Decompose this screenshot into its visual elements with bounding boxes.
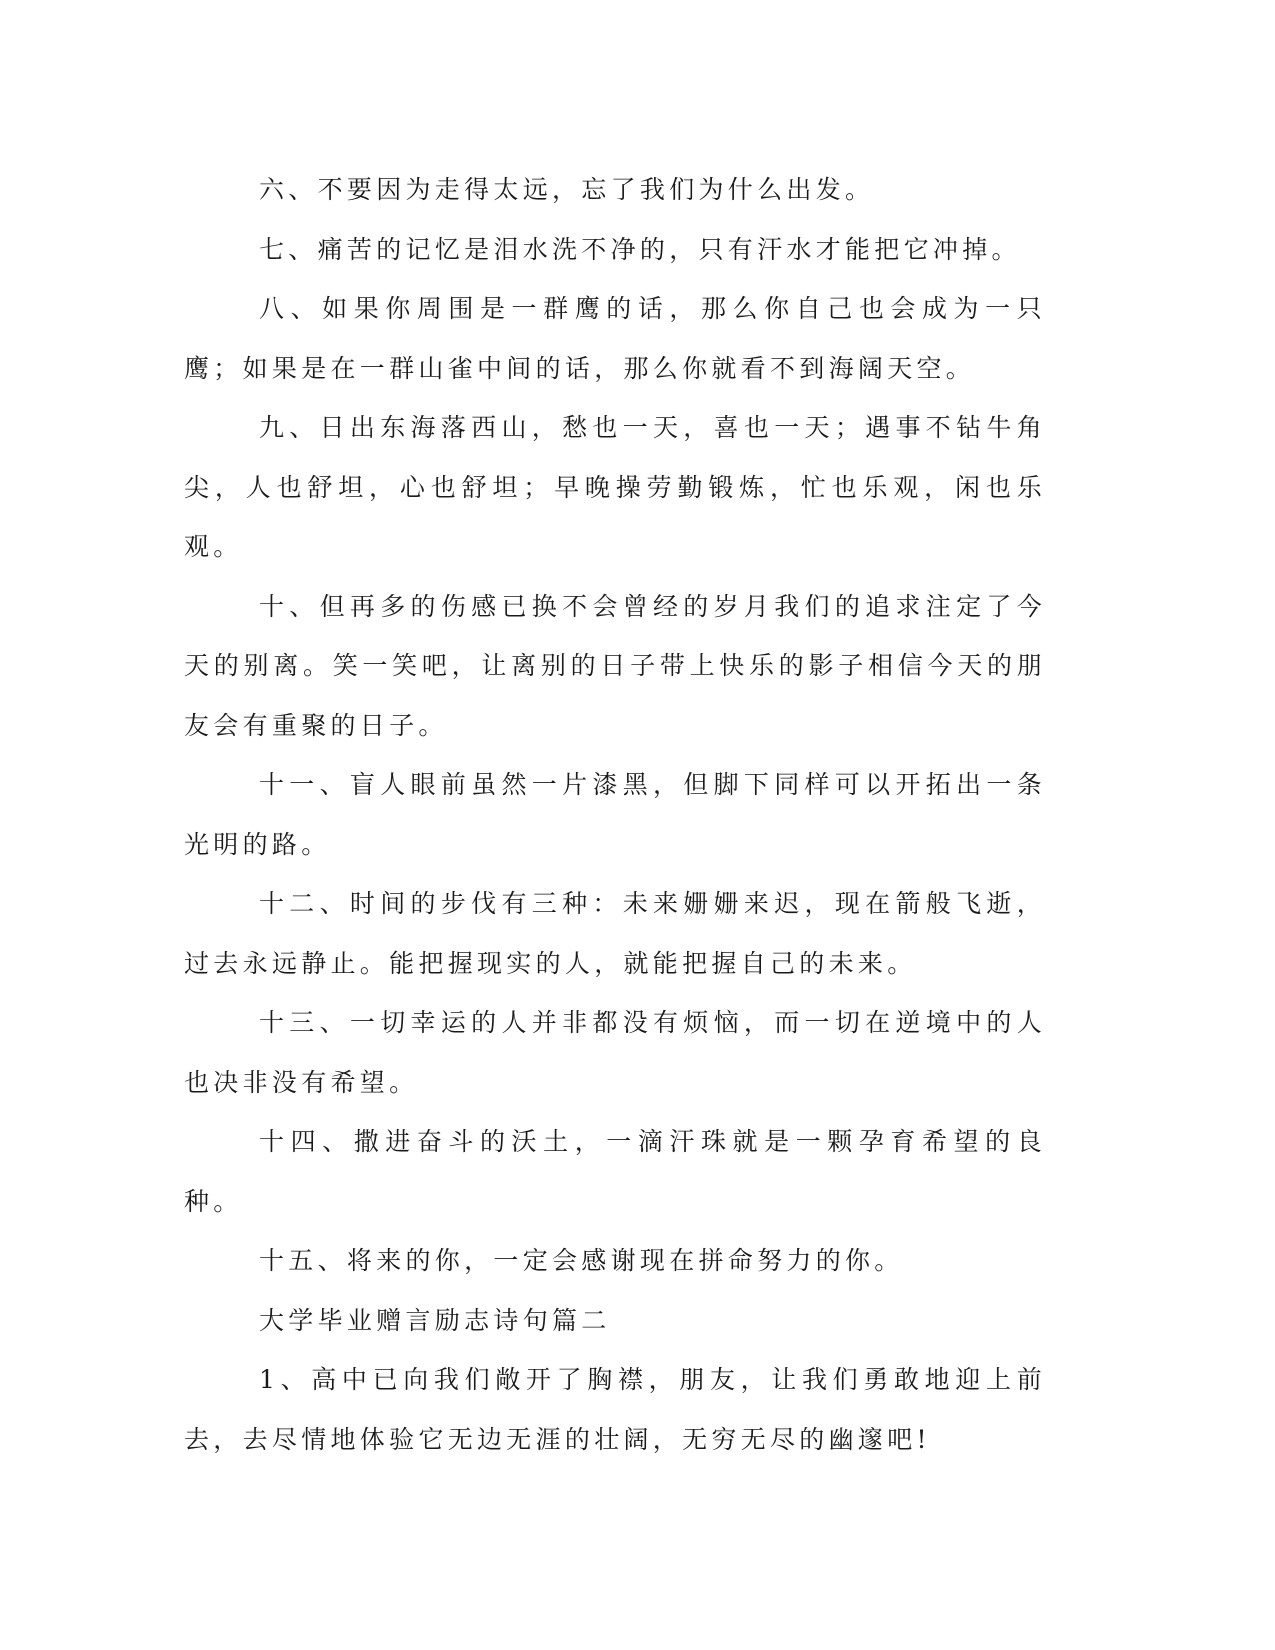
paragraph-6: 六、不要因为走得太远，忘了我们为什么出发。 xyxy=(259,175,875,204)
paragraph-9: 九、日出东海落西山，愁也一天，喜也一天；遇事不钻牛角尖，人也舒坦，心也舒坦；早晚操劳勤锻炼，忙也乐观，闲也乐观。 xyxy=(184,413,1046,561)
paragraph-10: 十、但再多的伤感已换不会曾经的岁月我们的追求注定了今天的别离。笑一笑吧，让离别的日子带上快乐的影子相信今天的朋友会有重聚的日子。 xyxy=(184,591,1046,740)
paragraph-8: 八、如果你周围是一群鹰的话，那么你自己也会成为一只鹰；如果是在一群山雀中间的话，那么你就看不到海阔天空。 xyxy=(184,294,1046,383)
paragraph-13: 十三、一切幸运的人并非都没有烦恼，而一切在逆境中的人也决非没有希望。 xyxy=(184,1008,1046,1097)
paragraph-15: 十五、将来的你，一定会感谢现在拼命努力的你。 xyxy=(259,1246,904,1275)
document-body xyxy=(184,160,1046,1469)
section-heading: 大学毕业赠言励志诗句篇二 xyxy=(259,1305,611,1335)
paragraph-12: 十二、时间的步伐有三种：未来姗姗来迟，现在箭般飞逝，过去永远静止。能把握现实的人，就能把握自己的未来。 xyxy=(184,889,1046,978)
paragraph-11: 十一、盲人眼前虽然一片漆黑，但脚下同样可以开拓出一条光明的路。 xyxy=(184,770,1046,859)
paragraph-14: 十四、撒进奋斗的沃土，一滴汗珠就是一颗孕育希望的良种。 xyxy=(184,1127,1046,1216)
paragraph-2-1: 1、高中已向我们敞开了胸襟，朋友，让我们勇敢地迎上前去，去尽情地体验它无边无涯的壮阔，无穷无尽的幽邃吧! xyxy=(184,1365,1046,1454)
paragraph-7: 七、痛苦的记忆是泪水洗不净的，只有汗水才能把它冲掉。 xyxy=(259,234,1021,264)
